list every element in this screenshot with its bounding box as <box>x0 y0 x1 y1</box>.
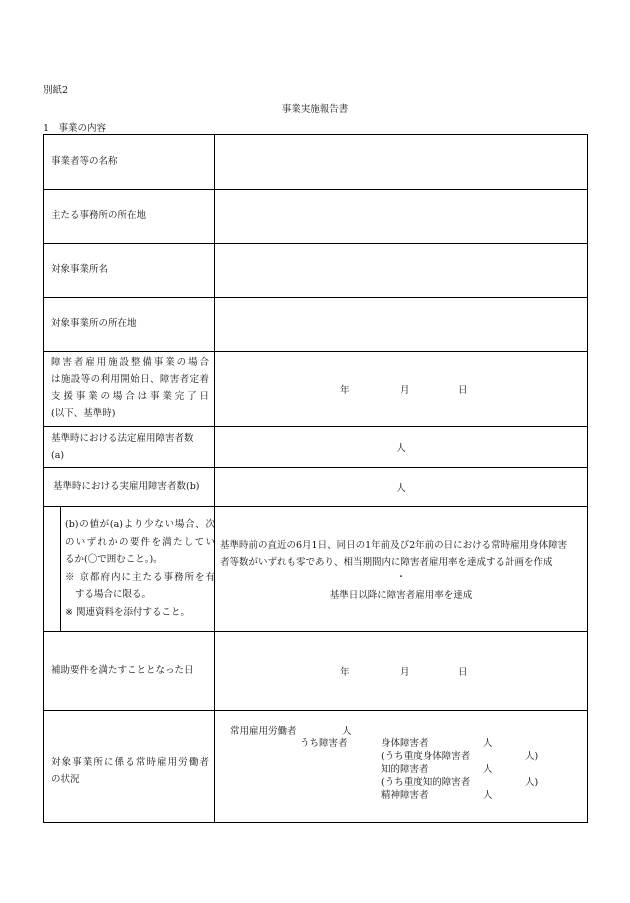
person-unit: 人 <box>396 443 406 454</box>
condition-separator: ・ <box>396 572 406 583</box>
month-unit: 月 <box>400 667 410 678</box>
person-unit-paren[interactable]: 人) <box>525 777 539 788</box>
severe-physical-label: (うち重度身体障害者 <box>381 751 471 762</box>
condition-option-1[interactable]: 基準時前の直近の6月1日、同日の1年前及び2年前の日における常時雇用身体障害 者等数がいずれも零であり、相当期間内に障害者雇用率を達成する計画を作成 <box>220 540 568 568</box>
annex-label: 別紙2 <box>43 85 69 96</box>
person-unit[interactable]: 人 <box>342 726 352 737</box>
person-unit[interactable]: 人 <box>483 764 493 775</box>
row-divider <box>44 710 587 711</box>
requirement-date-field[interactable] <box>215 664 587 678</box>
main-office-field[interactable] <box>215 190 587 243</box>
month-unit: 月 <box>400 385 410 396</box>
target-office-address-field[interactable] <box>215 298 587 351</box>
section-heading: 1 事業の内容 <box>43 123 107 134</box>
row-divider <box>44 426 587 427</box>
main-office-label: 主たる事務所の所在地 <box>51 210 147 221</box>
requirement-date-label: 補助要件を満たすこととなった日 <box>51 665 194 676</box>
physical-disability-label: 身体障害者 <box>381 738 429 749</box>
severe-intellectual-label: (うち重度知的障害者 <box>381 777 471 788</box>
target-office-field[interactable] <box>215 244 587 297</box>
row-divider <box>44 467 587 468</box>
base-date-label: 障害者雇用施設整備事業の場合 は施設等の利用開始日、障害者定着 支援事業の場合は事業完了日 (以下、基準時) <box>51 357 209 419</box>
intellectual-disability-label: 知的障害者 <box>381 764 429 775</box>
condition-option-2[interactable]: 基準日以降に障害者雇用率を達成 <box>329 590 473 601</box>
day-unit: 日 <box>458 385 468 396</box>
target-office-address-label: 対象事業所の所在地 <box>51 318 137 329</box>
person-unit-paren[interactable]: 人) <box>525 751 539 762</box>
legal-count-label: 基準時における法定雇用障害者数 (a) <box>51 433 194 461</box>
person-unit[interactable]: 人 <box>483 790 493 801</box>
legal-count-field[interactable] <box>215 440 587 454</box>
business-name-field[interactable] <box>215 135 587 189</box>
person-unit[interactable]: 人 <box>483 738 493 749</box>
business-name-label: 事業者等の名称 <box>51 156 118 167</box>
target-office-label: 対象事業所名 <box>51 264 109 275</box>
actual-count-field[interactable] <box>215 480 587 494</box>
person-unit: 人 <box>396 483 406 494</box>
mental-disability-label: 精神障害者 <box>381 790 429 801</box>
row-divider <box>44 631 587 632</box>
base-date-field[interactable] <box>215 382 587 396</box>
employee-status-label: 対象事業所に係る常時雇用労働者 の状況 <box>51 757 209 785</box>
actual-count-label: 基準時における実雇用障害者数(b) <box>53 481 200 492</box>
day-unit: 日 <box>458 667 468 678</box>
regular-employees-label: 常用雇用労働者 <box>230 726 297 737</box>
condition-label: (b)の値が(a)より少ない場合、次 のいずれかの要件を満たしてい るか(〇で囲むこと。)。 ※ 京都府内に主たる事務所を有 する場合に限る。 ※ 関連資料を添付すること。 <box>65 519 215 618</box>
row-divider <box>44 351 587 352</box>
report-form-table <box>43 134 588 823</box>
year-unit: 年 <box>340 385 350 396</box>
year-unit: 年 <box>340 667 350 678</box>
document-title: 事業実施報告書 <box>281 104 349 115</box>
condition-label-box <box>60 506 215 631</box>
disabled-employees-label: うち障害者 <box>300 738 348 749</box>
